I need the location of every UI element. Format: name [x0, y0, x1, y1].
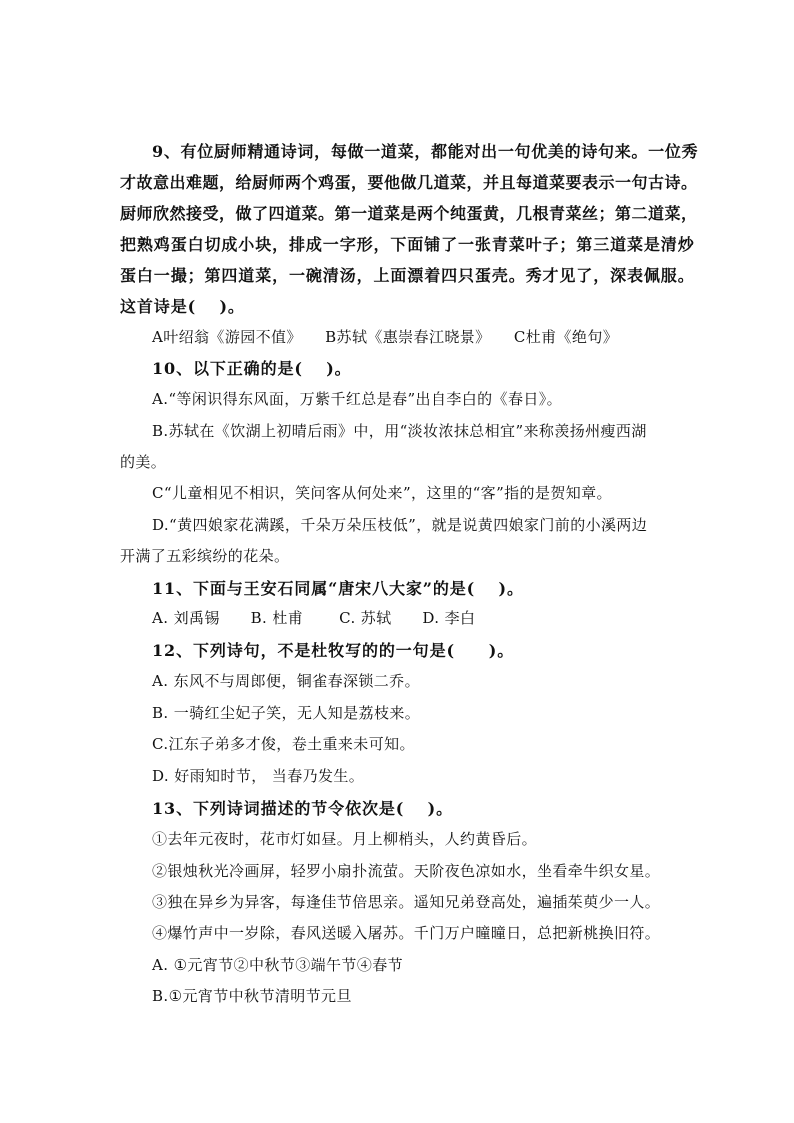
q13-poem-2: ②银烛秋光冷画屏，轻罗小扇扑流萤。天阶夜色凉如水，坐看牵牛织女星。 [152, 862, 661, 880]
q13-option-b: B.①元宵节中秋节清明节元旦 [152, 987, 352, 1005]
q10-option-c: C“儿童相见不相识，笑问客从何处来”，这里的“客”指的是贺知章。 [152, 484, 612, 502]
q12-stem: 12、下列诗句，不是杜牧写的的一句是( )。 [152, 641, 515, 660]
q10-stem: 10、以下正确的是( )。 [152, 359, 352, 378]
q9-line-5: 蛋白一撮；第四道菜，一碗清汤，上面漂着四只蛋壳。秀才见了，深表佩服。 [120, 266, 695, 285]
q13-poem-3: ③独在异乡为异客，每逢佳节倍思亲。遥知兄弟登高处，遍插茱萸少一人。 [152, 893, 661, 911]
q10-option-a: A.“等闲识得东风面，万紫千红总是春”出自李白的《春日》。 [152, 390, 563, 408]
q9-line-1: 9、有位厨师精通诗词，每做一道菜，都能对出一句优美的诗句来。一位秀 [152, 142, 699, 161]
q10-option-d-line-1: D.“黄四娘家花满蹊，千朵万朵压枝低”，就是说黄四娘家门前的小溪两边 [152, 516, 648, 534]
q13-poem-1: ①去年元夜时，花市灯如昼。月上柳梢头，人约黄昏后。 [152, 830, 538, 848]
q12-option-a: A. 东风不与周郎便，铜雀春深锁二乔。 [152, 672, 420, 690]
q12-option-b: B. 一骑红尘妃子笑，无人知是荔枝来。 [152, 704, 421, 722]
q10-option-b-line-1: B.苏轼在《饮湖上初晴后雨》中，用“淡妆浓抹总相宜”来称羡扬州瘦西湖 [152, 422, 647, 440]
q9-line-4: 把熟鸡蛋白切成小块，排成一字形，下面铺了一张青菜叶子；第三道菜是清炒 [120, 235, 695, 254]
q9-line-6: 这首诗是( )。 [120, 297, 245, 316]
q9-line-3: 厨师欣然接受，做了四道菜。第一道菜是两个纯蛋黄，几根青菜丝；第二道菜， [120, 204, 698, 223]
q11-stem: 11、下面与王安石同属“唐宋八大家”的是( )。 [152, 579, 524, 598]
q13-stem: 13、下列诗词描述的节令依次是( )。 [152, 799, 453, 818]
q12-option-c: C.江东子弟多才俊，卷土重来未可知。 [152, 735, 415, 753]
q9-line-2: 才故意出难题，给厨师两个鸡蛋，要他做几道菜，并且每道菜要表示一句古诗。 [120, 173, 698, 192]
q11-options: A. 刘禹锡 B. 杜甫 C. 苏轼 D. 李白 [152, 609, 476, 627]
q13-option-a: A. ①元宵节②中秋节③端午节④春节 [152, 956, 404, 974]
q12-option-d: D. 好雨知时节， 当春乃发生。 [152, 767, 365, 785]
q13-poem-4: ④爆竹声中一岁除，春风送暖入屠苏。千门万户曈曈日，总把新桃换旧符。 [152, 924, 661, 942]
q10-option-b-line-2: 的美。 [120, 453, 167, 471]
q10-option-d-line-2: 开满了五彩缤纷的花朵。 [120, 547, 290, 565]
q9-options: A叶绍翁《游园不值》 B苏轼《惠崇春江晓景》 C杜甫《绝句》 [152, 328, 619, 346]
